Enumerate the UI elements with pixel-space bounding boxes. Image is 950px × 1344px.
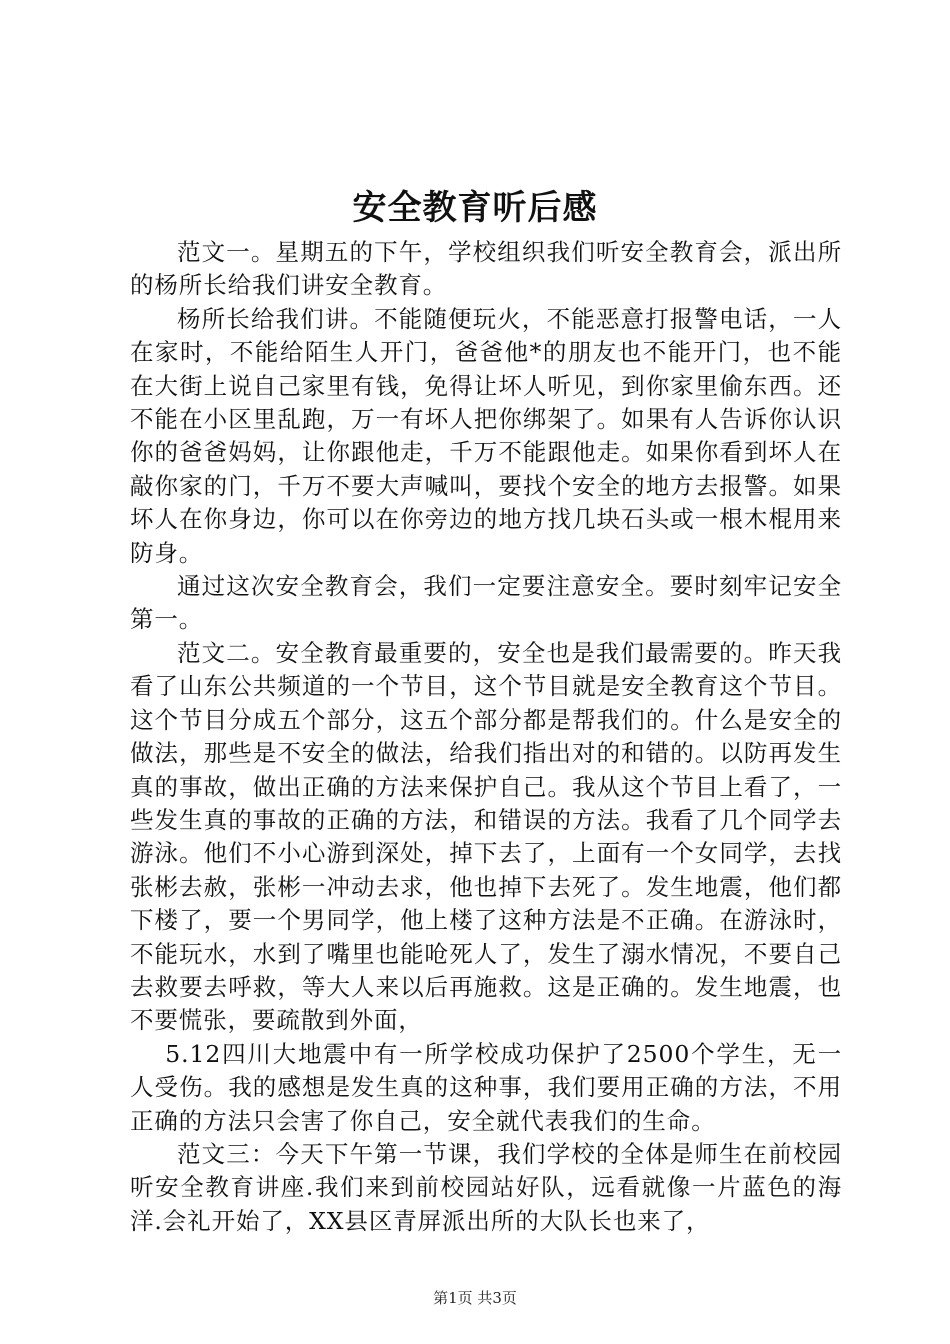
document-body bbox=[130, 236, 842, 1238]
paragraph-4: 范文二。安全教育最重要的，安全也是我们最需要的。昨天我看了山东公共频道的一个节目，这个节目就是安全教育这个节目。这个节目分成五个部分，这五个部分都是帮我们的。什么是安全的做法，那些是不安全的做法，给我们指出对的和错的。以防再发生真的事故，做出正确的方法来保护自己。我从这个节目上看了，一些发生真的事故的正确的方法，和错误的方法。我看了几个同学去游泳。他们不小心游到深处，掉下去了，上面有一个女同学，去找张彬去赦，张彬一冲动去求，他也掉下去死了。发生地震，他们都下楼了，要一个男同学，他上楼了这种方法是不正确。在游泳时，不能玩水，水到了嘴里也能呛死人了，发生了溺水情况，不要自己去救要去呼救，等大人来以后再施救。这是正确的。发生地震，也不要慌张，要疏散到外面， bbox=[130, 638, 842, 1035]
paragraph-6: 范文三：今天下午第一节课，我们学校的全体是师生在前校园听安全教育讲座.我们来到前校园站好队，远看就像一片蓝色的海洋.会礼开始了，XX县区青屏派出所的大队长也来了， bbox=[130, 1139, 842, 1235]
page-number-footer: 第1页 共3页 bbox=[433, 1289, 517, 1307]
paragraph-5: 5.12四川大地震中有一所学校成功保护了2500个学生，无一人受伤。我的感想是发生真的这种事，我们要用正确的方法，不用正确的方法只会害了你自己，安全就代表我们的生命。 bbox=[130, 1039, 842, 1135]
paragraph-3: 通过这次安全教育会，我们一定要注意安全。要时刻牢记安全第一。 bbox=[130, 572, 842, 634]
paragraph-2: 杨所长给我们讲。不能随便玩火，不能恶意打报警电话，一人在家时，不能给陌生人开门，爸爸他*的朋友也不能开门，也不能在大街上说自己家里有钱，免得让坏人听见，到你家里偷东西。还不能在小区里乱跑，万一有坏人把你绑架了。如果有人告诉你认识你的爸爸妈妈，让你跟他走，千万不能跟他走。如果你看到坏人在敲你家的门，千万不要大声喊叫，要找个安全的地方去报警。如果坏人在你身边，你可以在你旁边的地方找几块石头或一根木棍用来防身。 bbox=[130, 304, 842, 567]
paragraph-1: 范文一。星期五的下午，学校组织我们听安全教育会，派出所的杨所长给我们讲安全教育。 bbox=[130, 238, 842, 300]
document-title: 安全教育听后感 bbox=[352, 188, 598, 228]
